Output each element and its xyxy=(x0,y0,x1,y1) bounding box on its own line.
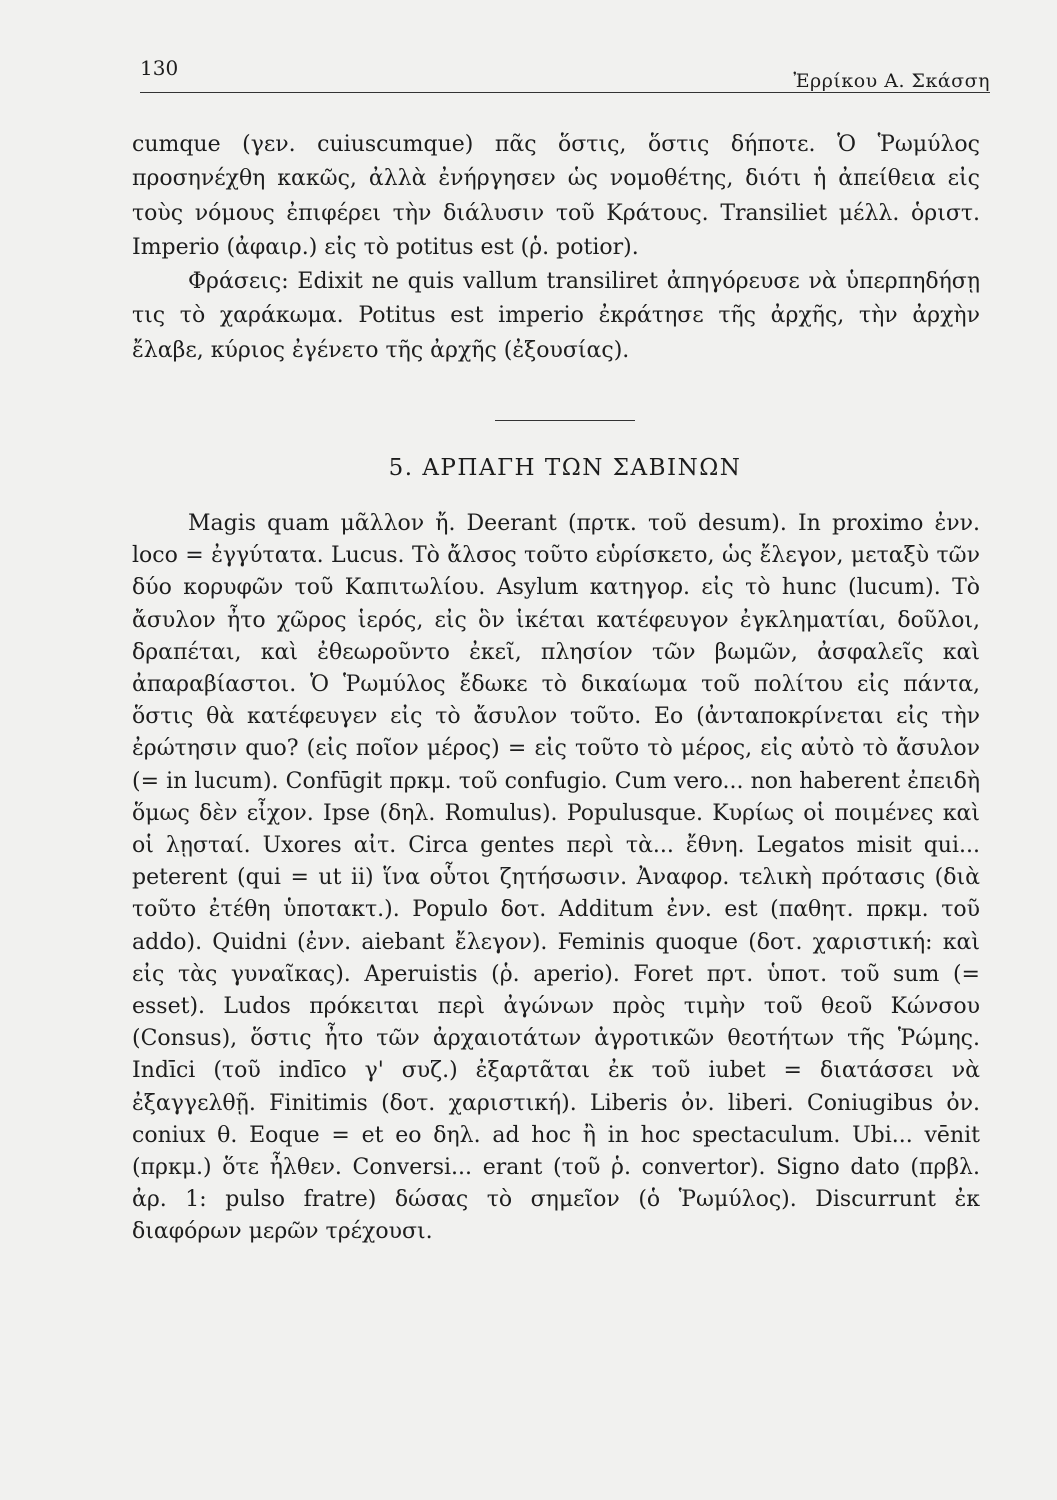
section-heading: 5. ΑΡΠΑΓΗ ΤΩΝ ΣΑΒΙΝΩΝ xyxy=(388,455,742,481)
section-commentary xyxy=(132,508,980,1249)
section-divider xyxy=(495,420,635,421)
paragraph: cumque (γεν. cuiuscumque) πᾶς ὅστις, ὅστις δήποτε. Ὁ Ῥωμύλος προσηνέχθη κακῶς, ἀλλὰ ἐνήργησεν ὡς νομοθέτης, διότι ἡ ἀπείθεια εἰς τοὺς νόμους ἐπιφέρει τὴν διάλυσιν τοῦ Κράτους. Transiliet μέλλ. ὁριστ. Imperio (ἀφαιρ.) εἰς τὸ potitus est (ῥ. potior). xyxy=(132,132,980,260)
phrases-paragraph: Φράσεις: Edixit ne quis vallum transiliret ἀπηγόρευσε νὰ ὑπερπηδήσῃ τις τὸ χαράκωμα. Potitus est imperio ἐκράτησε τῆς ἀρχῆς, τὴν ἀρχὴν ἔλαβε, κύριος ἐγένετο τῆς ἀρχῆς (ἐξουσίας). xyxy=(132,269,980,363)
page-number: 130 xyxy=(140,56,179,80)
page-header xyxy=(140,52,990,93)
paragraph: Magis quam μᾶλλον ἤ. Deerant (πρτκ. τοῦ desum). In proximo ἐνν. loco = ἐγγύτατα. Lucus. Τὸ ἄλσος τοῦτο εὑρίσκετο, ὡς ἔλεγον, μεταξὺ τῶν δύο κορυφῶν τοῦ Καπιτωλίου. Asylum κατηγορ. εἰς τὸ hunc (lucum). Τὸ ἄσυλον ἦτο χῶρος ἱερός, εἰς ὃν ἱκέται κατέφευγον ἐγκληματίαι, δοῦλοι, δραπέται, καὶ ἐθεωροῦντο ἐκεῖ, πλησίον τῶν βωμῶν, ἀσφαλεῖς καὶ ἀπαραβίαστοι. Ὁ Ῥωμύλος ἔδωκε τὸ δικαίωμα τοῦ πολίτου εἰς πάντα, ὅστις θὰ κατέφευγεν εἰς τὸ ἄσυλον τοῦτο. Eo (ἀνταποκρίνεται εἰς τὴν ἐρώτησιν quo? (εἰς ποῖον μέρος) = εἰς τοῦτο τὸ μέρος, εἰς αὐτὸ τὸ ἄσυλον (= in lucum). Confūgit πρκμ. τοῦ confugio. Cum vero... non haberent ἐπειδὴ ὅμως δὲν εἶχον. Ipse (δηλ. Romulus). Populusque. Κυρίως οἱ ποιμένες καὶ οἱ λῃσταί. Uxores αἰτ. Circa gentes περὶ τὰ... ἔθνη. Legatos misit qui... peterent (qui = ut ii) ἵνα οὗτοι ζητήσωσιν. Ἀναφορ. τελικὴ πρότασις (διὰ τοῦτο ἐτέθη ὑποτακτ.). Populo δοτ. Additum ἐνν. est (παθητ. πρκμ. τοῦ addo). Quidni (ἐνν. aiebant ἔλεγον). Feminis quoque (δοτ. χαριστική: καὶ εἰς τὰς γυναῖκας). Aperuistis (ῥ. aperio). Foret πρτ. ὑποτ. τοῦ sum (= esset). Ludos πρόκειται περὶ ἀγώνων πρὸς τιμὴν τοῦ θεοῦ Κώνσου (Consus), ὅστις ἦτο τῶν ἀρχαιοτάτων ἀγροτικῶν θεοτήτων τῆς Ῥώμης. Indīci (τοῦ indīco γ' συζ.) ἐξαρτᾶται ἐκ τοῦ iubet = διατάσσει νὰ ἐξαγγελθῇ. Finitimis (δοτ. χαριστική). Liberis ὀν. liberi. Coniugibus ὀν. coniux θ. Eoque = et eo δηλ. ad hoc ἢ in hoc spectaculum. Ubi... vēnit (πρκμ.) ὅτε ἦλθεν. Conversi... erant (τοῦ ῥ. convertor). Signo dato (πρβλ. ἀρ. 1: pulso fratre) δώσας τὸ σημεῖον (ὁ Ῥωμύλος). Discurrunt ἐκ διαφόρων μερῶν τρέχουσι. xyxy=(132,511,980,1245)
commentary-top xyxy=(132,128,980,368)
running-title: Ἐρρίκου Α. Σκάσση xyxy=(793,70,990,92)
